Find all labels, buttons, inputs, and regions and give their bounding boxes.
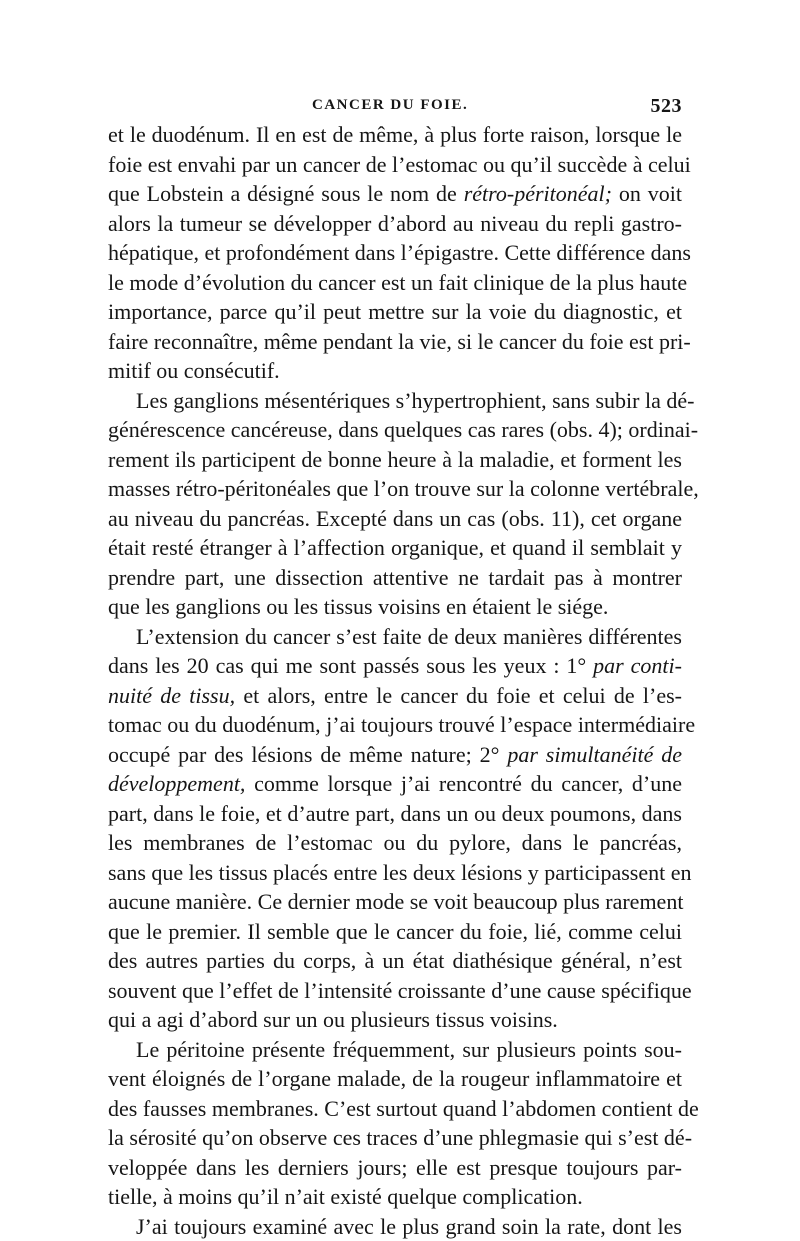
text-line xyxy=(108,592,682,622)
text-line xyxy=(108,1064,682,1094)
text-line xyxy=(108,1035,682,1065)
paragraph xyxy=(108,120,682,386)
text-segment: souvent que l’effet de l’intensité croissante d’une cause spécifique xyxy=(108,978,692,1003)
text-segment: que le premier. Il semble que le cancer du foie, lié, comme celui xyxy=(108,919,682,944)
text-line xyxy=(108,150,682,180)
page-header xyxy=(108,95,682,123)
text-line xyxy=(108,681,682,711)
paragraph xyxy=(108,1035,682,1212)
text-line xyxy=(108,120,682,150)
text-line xyxy=(108,386,682,416)
text-line xyxy=(108,828,682,858)
text-segment: prendre part, une dissection attentive ne tardait pas à montrer xyxy=(108,565,682,590)
text-segment: Le péritoine présente fréquemment, sur plusieurs points sou- xyxy=(136,1037,682,1062)
text-segment: foie est envahi par un cancer de l’estomac ou qu’il succède à celui xyxy=(108,152,691,177)
paragraph xyxy=(108,386,682,622)
text-line xyxy=(108,445,682,475)
text-line xyxy=(108,1182,682,1212)
text-segment: tomac ou du duodénum, j’ai toujours trouvé l’espace intermédiaire xyxy=(108,712,695,737)
text-segment: au niveau du pancréas. Excepté dans un cas (obs. 11), cet organe xyxy=(108,506,682,531)
text-line xyxy=(108,917,682,947)
text-segment: dans les 20 cas qui me sont passés sous les yeux : 1° xyxy=(108,653,593,678)
italic-text: par conti- xyxy=(593,653,682,678)
text-line xyxy=(108,651,682,681)
italic-text: par simultanéité de xyxy=(507,742,682,767)
text-segment: que les ganglions ou les tissus voisins en étaient le siége. xyxy=(108,594,608,619)
text-segment: mitif ou consécutif. xyxy=(108,358,280,383)
text-segment: générescence cancéreuse, dans quelques cas rares (obs. 4); ordinai- xyxy=(108,417,698,442)
text-segment: J’ai toujours examiné avec le plus grand soin la rate, dont les xyxy=(136,1214,682,1239)
text-line xyxy=(108,474,682,504)
italic-text: développement, xyxy=(108,771,245,796)
paragraph xyxy=(108,622,682,1035)
text-line xyxy=(108,179,682,209)
text-segment: aucune manière. Ce dernier mode se voit beaucoup plus rarement xyxy=(108,889,683,914)
text-segment: les membranes de l’estomac ou du pylore, dans le pancréas, xyxy=(108,830,682,855)
text-segment: qui a agi d’abord sur un ou plusieurs tissus voisins. xyxy=(108,1007,558,1032)
italic-text: rétro-péritonéal; xyxy=(464,181,612,206)
text-line xyxy=(108,1153,682,1183)
text-segment: part, dans le foie, et d’autre part, dans un ou deux poumons, dans xyxy=(108,801,682,826)
text-line xyxy=(108,769,682,799)
text-segment: on voit xyxy=(612,181,682,206)
text-line xyxy=(108,504,682,534)
text-line xyxy=(108,858,682,888)
text-line xyxy=(108,1094,682,1124)
text-line xyxy=(108,563,682,593)
text-segment: et le duodénum. Il en est de même, à plus forte raison, lorsque le xyxy=(108,122,682,147)
text-line xyxy=(108,740,682,770)
text-segment: L’extension du cancer s’est faite de deux manières différentes xyxy=(136,624,682,649)
text-line xyxy=(108,1005,682,1035)
text-line xyxy=(108,533,682,563)
text-segment: était resté étranger à l’affection organique, et quand il semblait y xyxy=(108,535,682,560)
text-segment: comme lorsque j’ai rencontré du cancer, d’une xyxy=(245,771,682,796)
italic-text: nuité de tissu, xyxy=(108,683,235,708)
text-line xyxy=(108,297,682,327)
text-segment: tielle, à moins qu’il n’ait existé quelque complication. xyxy=(108,1184,583,1209)
text-segment: et alors, entre le cancer du foie et celui de l’es- xyxy=(235,683,682,708)
text-segment: rement ils participent de bonne heure à la maladie, et forment les xyxy=(108,447,682,472)
text-segment: hépatique, et profondément dans l’épigastre. Cette différence dans xyxy=(108,240,691,265)
text-line xyxy=(108,710,682,740)
text-line xyxy=(108,327,682,357)
text-segment: Les ganglions mésentériques s’hypertrophient, sans subir la dé- xyxy=(136,388,694,413)
text-line xyxy=(108,209,682,239)
text-line xyxy=(108,976,682,1006)
text-segment: occupé par des lésions de même nature; 2° xyxy=(108,742,507,767)
text-segment: vent éloignés de l’organe malade, de la rougeur inflammatoire et xyxy=(108,1066,682,1091)
text-line xyxy=(108,887,682,917)
text-segment: que Lobstein a désigné sous le nom de xyxy=(108,181,464,206)
running-title: CANCER DU FOIE. xyxy=(312,97,468,114)
text-line xyxy=(108,946,682,976)
text-segment: des autres parties du corps, à un état diathésique général, n’est xyxy=(108,948,682,973)
text-line xyxy=(108,268,682,298)
paragraph xyxy=(108,1212,682,1241)
text-line xyxy=(108,415,682,445)
text-line xyxy=(108,356,682,386)
text-segment: des fausses membranes. C’est surtout quand l’abdomen contient de xyxy=(108,1096,699,1121)
text-line xyxy=(108,238,682,268)
text-segment: le mode d’évolution du cancer est un fait clinique de la plus haute xyxy=(108,270,687,295)
text-segment: sans que les tissus placés entre les deux lésions y participassent en xyxy=(108,860,691,885)
text-segment: faire reconnaître, même pendant la vie, si le cancer du foie est pri- xyxy=(108,329,691,354)
text-line xyxy=(108,1212,682,1241)
body-text xyxy=(108,120,682,1241)
text-segment: alors la tumeur se développer d’abord au niveau du repli gastro- xyxy=(108,211,682,236)
text-segment: importance, parce qu’il peut mettre sur la voie du diagnostic, et xyxy=(108,299,682,324)
page-number: 523 xyxy=(651,95,683,118)
text-segment: veloppée dans les derniers jours; elle est presque toujours par- xyxy=(108,1155,682,1180)
text-line xyxy=(108,1123,682,1153)
text-line xyxy=(108,622,682,652)
text-segment: masses rétro-péritonéales que l’on trouve sur la colonne vertébrale, xyxy=(108,476,699,501)
text-segment: la sérosité qu’on observe ces traces d’une phlegmasie qui s’est dé- xyxy=(108,1125,692,1150)
text-line xyxy=(108,799,682,829)
